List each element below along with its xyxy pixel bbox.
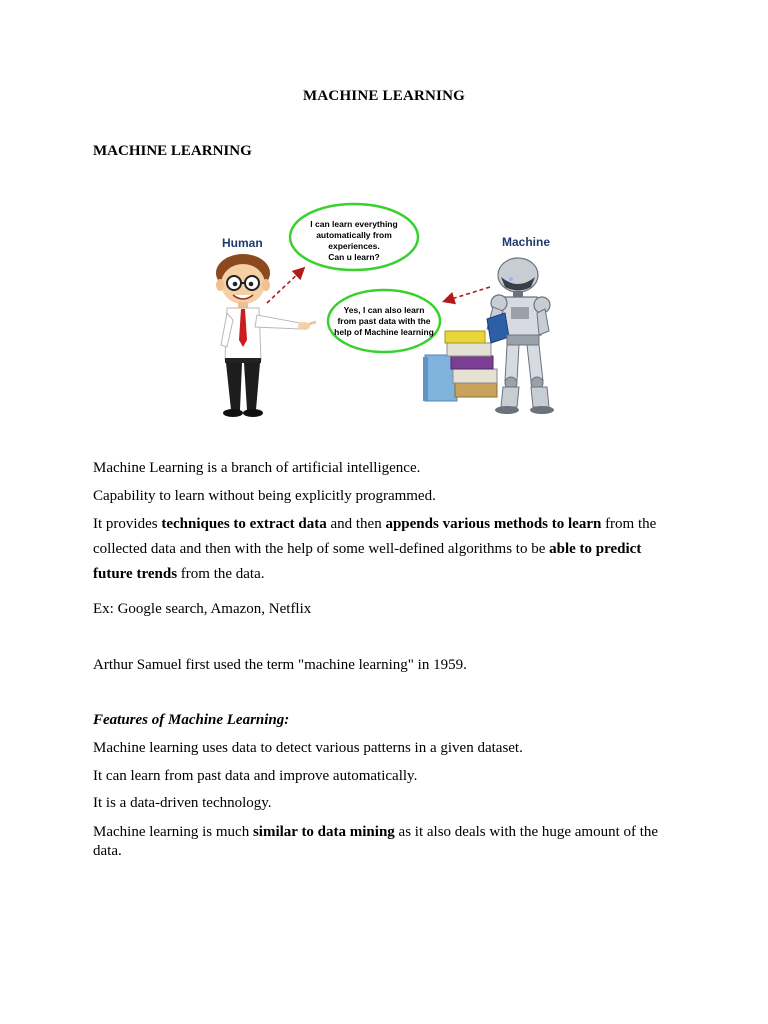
- feature-4-text-2: as it also deals with the huge amount of the data.: [93, 824, 659, 859]
- feature-item-4: [93, 823, 673, 861]
- intro-text-4: from the data.: [177, 566, 265, 582]
- human-arrow: [267, 269, 303, 303]
- books-stack: [423, 331, 497, 401]
- intro-text-3: from the collected data and then with the help of some well-defined algorithms to be: [93, 516, 657, 557]
- section-heading: MACHINE LEARNING: [93, 143, 252, 159]
- feature-item-3: It is a data-driven technology.: [93, 795, 272, 811]
- intro-line-1: Machine Learning is a branch of artificial intelligence.: [93, 460, 421, 476]
- human-bubble-line-1: I can learn everything: [310, 219, 398, 229]
- human-bubble-line-4: Can u learn?: [328, 252, 380, 262]
- human-bubble-line-2: automatically from: [316, 230, 392, 240]
- intro-bold-3: able to predict future trends: [93, 541, 642, 582]
- intro-bold-2: appends various methods to learn: [385, 516, 602, 532]
- human-label: Human: [222, 236, 263, 250]
- feature-item-2: It can learn from past data and improve automatically.: [93, 768, 418, 784]
- machine-bubble-line-3: help of Machine learning: [334, 327, 434, 337]
- intro-text-2: and then: [326, 516, 386, 532]
- machine-bubble-line-2: from past data with the: [337, 316, 431, 326]
- machine-label: Machine: [502, 235, 551, 249]
- document-title: MACHINE LEARNING: [303, 88, 465, 104]
- machine-bubble-line-1: Yes, I can also learn: [343, 305, 425, 315]
- feature-4-bold: similar to data mining: [252, 824, 395, 840]
- feature-item-1: Machine learning uses data to detect various patterns in a given dataset.: [93, 740, 523, 756]
- intro-bold-1: techniques to extract data: [161, 516, 327, 532]
- examples-line: Ex: Google search, Amazon, Netflix: [93, 601, 312, 617]
- human-vs-machine-illustration: [205, 195, 570, 425]
- intro-paragraph: [93, 512, 683, 587]
- intro-line-2: Capability to learn without being explicitly programmed.: [93, 488, 436, 504]
- machine-arrow: [445, 287, 490, 301]
- history-line: Arthur Samuel first used the term "machine learning" in 1959.: [93, 657, 467, 673]
- human-bubble-line-3: experiences.: [328, 241, 380, 251]
- illustration-svg: [205, 195, 570, 425]
- human-character: [216, 254, 316, 417]
- feature-4-text-1: Machine learning is much: [93, 824, 253, 840]
- intro-text-1: It provides: [93, 516, 162, 532]
- features-heading: Features of Machine Learning:: [93, 712, 290, 728]
